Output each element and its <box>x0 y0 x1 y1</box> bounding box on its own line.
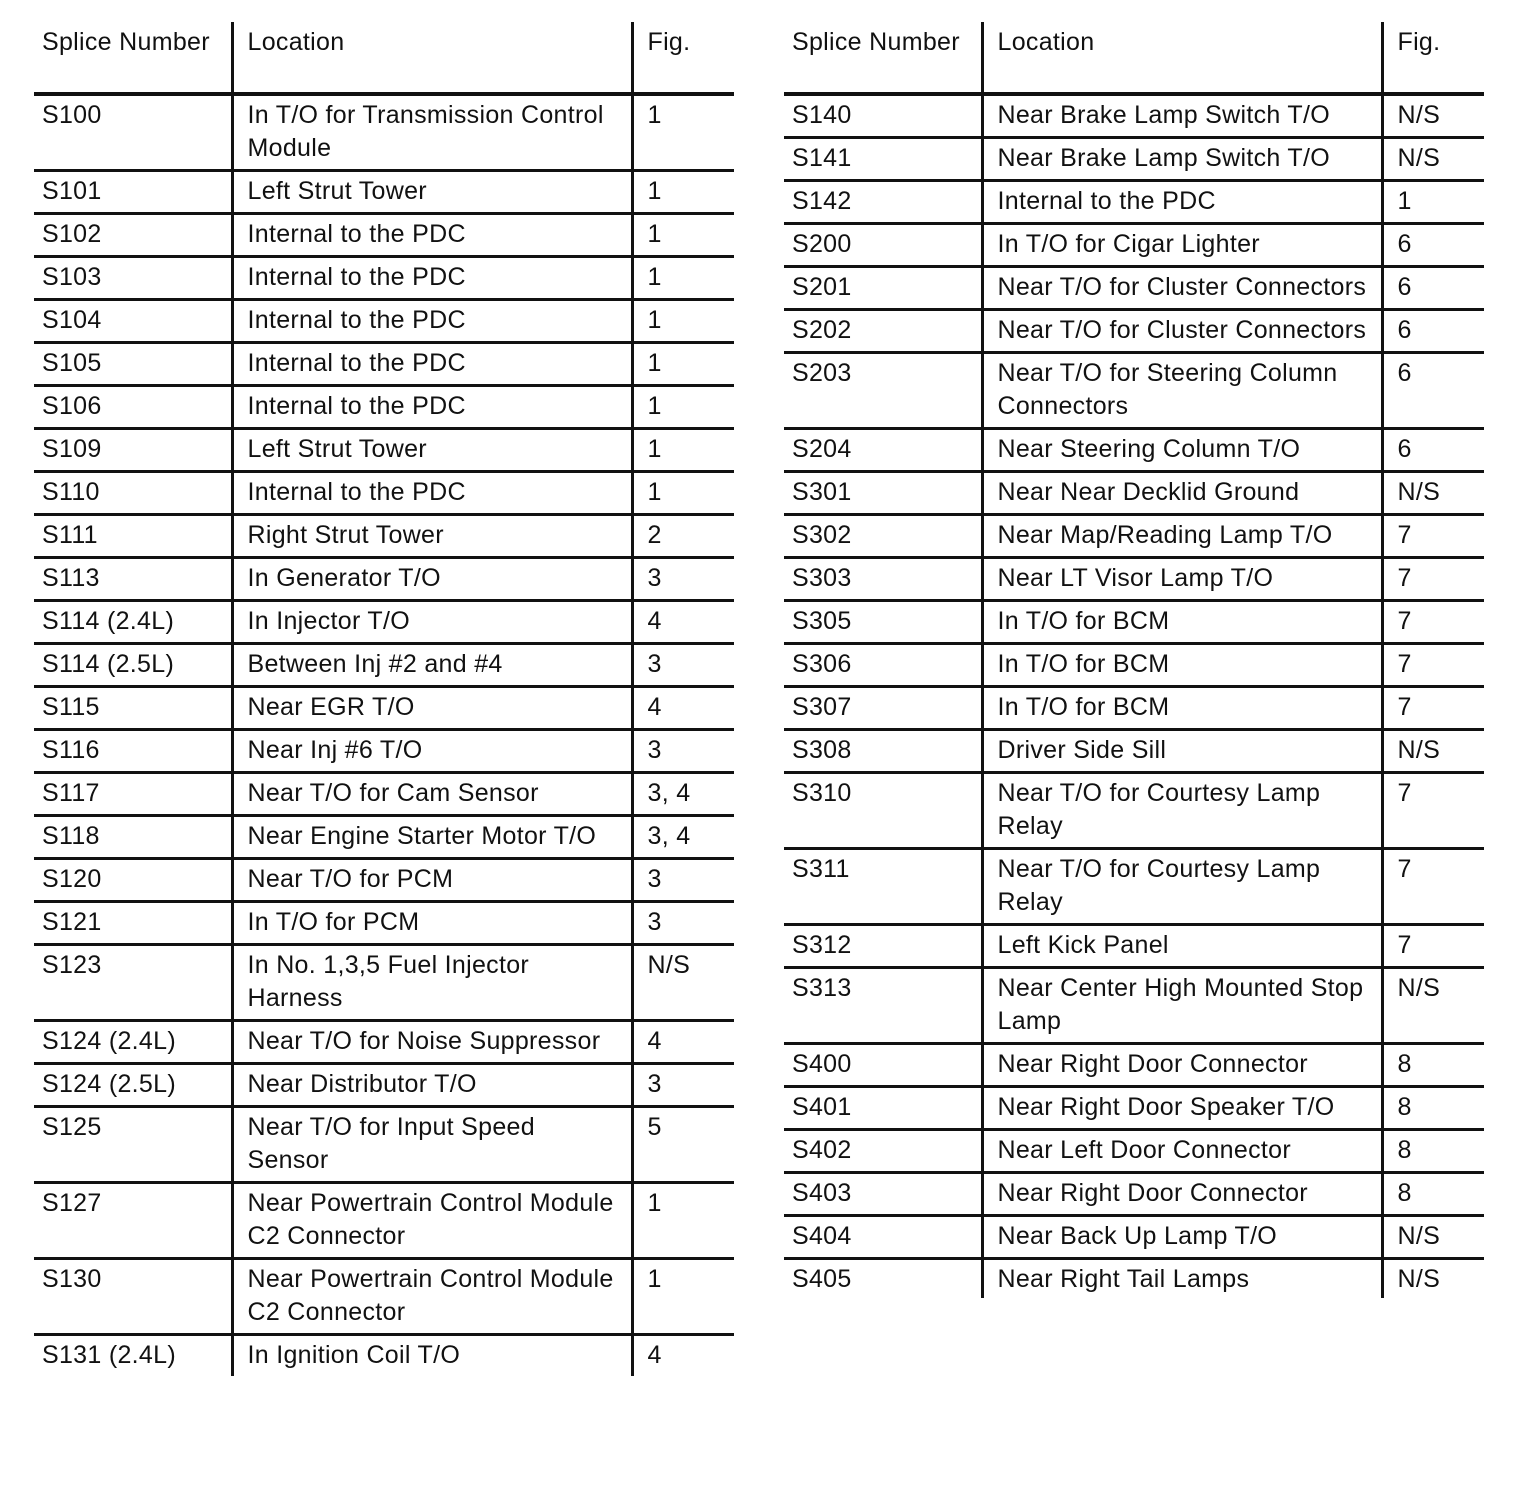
location-cell: Near LT Visor Lamp T/O <box>982 558 1382 601</box>
table-row <box>784 267 1484 310</box>
table-row <box>34 1021 734 1064</box>
fig-cell: 5 <box>632 1107 734 1183</box>
splice-number-cell: S303 <box>784 558 982 601</box>
location-cell: Near Map/Reading Lamp T/O <box>982 515 1382 558</box>
fig-cell: 7 <box>1382 687 1484 730</box>
fig-cell: 6 <box>1382 310 1484 353</box>
table-row <box>34 1064 734 1107</box>
table-row <box>784 1130 1484 1173</box>
location-cell: In T/O for BCM <box>982 687 1382 730</box>
fig-cell: 3 <box>632 1064 734 1107</box>
table-row <box>34 300 734 343</box>
fig-cell: 3, 4 <box>632 773 734 816</box>
location-cell: Near T/O for Cam Sensor <box>232 773 632 816</box>
table-row <box>784 224 1484 267</box>
fig-cell: 3 <box>632 730 734 773</box>
location-cell: Near Right Door Connector <box>982 1044 1382 1087</box>
splice-number-cell: S307 <box>784 687 982 730</box>
table-row <box>34 773 734 816</box>
table-row <box>784 1173 1484 1216</box>
table-row <box>784 472 1484 515</box>
location-cell: Driver Side Sill <box>982 730 1382 773</box>
fig-cell: N/S <box>1382 1216 1484 1259</box>
fig-cell: 6 <box>1382 224 1484 267</box>
fig-cell: 6 <box>1382 353 1484 429</box>
splice-number-cell: S311 <box>784 849 982 925</box>
location-cell: Internal to the PDC <box>232 386 632 429</box>
fig-cell: 6 <box>1382 267 1484 310</box>
table-row <box>34 1183 734 1259</box>
fig-cell: 1 <box>1382 181 1484 224</box>
table-row <box>784 310 1484 353</box>
location-cell: Near Center High Mounted Stop Lamp <box>982 968 1382 1044</box>
splice-number-cell: S310 <box>784 773 982 849</box>
location-cell: In No. 1,3,5 Fuel Injector Harness <box>232 945 632 1021</box>
fig-cell: N/S <box>1382 138 1484 181</box>
location-cell: Near T/O for PCM <box>232 859 632 902</box>
location-cell: In T/O for PCM <box>232 902 632 945</box>
splice-number-cell: S117 <box>34 773 232 816</box>
fig-cell: 3 <box>632 644 734 687</box>
splice-number-cell: S125 <box>34 1107 232 1183</box>
location-cell: In Injector T/O <box>232 601 632 644</box>
fig-cell: 8 <box>1382 1044 1484 1087</box>
location-cell: Near Near Decklid Ground <box>982 472 1382 515</box>
fig-cell: 1 <box>632 429 734 472</box>
location-cell: In T/O for Cigar Lighter <box>982 224 1382 267</box>
splice-number-cell: S204 <box>784 429 982 472</box>
table-row <box>784 644 1484 687</box>
location-cell: Internal to the PDC <box>232 472 632 515</box>
location-cell: Near Powertrain Control Module C2 Connector <box>232 1259 632 1335</box>
splice-number-cell: S404 <box>784 1216 982 1259</box>
splice-number-cell: S116 <box>34 730 232 773</box>
fig-cell: N/S <box>1382 730 1484 773</box>
location-cell: Right Strut Tower <box>232 515 632 558</box>
fig-cell: 6 <box>1382 429 1484 472</box>
table-row <box>34 1259 734 1335</box>
location-cell: Internal to the PDC <box>232 343 632 386</box>
location-cell: Near Inj #6 T/O <box>232 730 632 773</box>
splice-number-cell: S402 <box>784 1130 982 1173</box>
splice-table-left-body <box>34 94 734 1376</box>
location-cell: Left Strut Tower <box>232 171 632 214</box>
splice-number-cell: S130 <box>34 1259 232 1335</box>
fig-cell: 4 <box>632 1021 734 1064</box>
splice-number-cell: S403 <box>784 1173 982 1216</box>
splice-number-cell: S109 <box>34 429 232 472</box>
table-row <box>34 859 734 902</box>
splice-number-cell: S127 <box>34 1183 232 1259</box>
splice-number-cell: S131 (2.4L) <box>34 1335 232 1377</box>
fig-cell: 4 <box>632 687 734 730</box>
splice-number-cell: S202 <box>784 310 982 353</box>
location-cell: Near T/O for Noise Suppressor <box>232 1021 632 1064</box>
splice-number-cell: S102 <box>34 214 232 257</box>
table-row <box>784 687 1484 730</box>
fig-cell: 3 <box>632 902 734 945</box>
fig-cell: 1 <box>632 472 734 515</box>
fig-header: Fig. <box>1382 22 1484 94</box>
splice-number-cell: S306 <box>784 644 982 687</box>
table-row <box>34 94 734 171</box>
table-row <box>34 343 734 386</box>
table-row <box>784 1087 1484 1130</box>
splice-table-right <box>784 22 1484 1298</box>
splice-number-cell: S121 <box>34 902 232 945</box>
fig-cell: 8 <box>1382 1173 1484 1216</box>
location-cell: In T/O for BCM <box>982 601 1382 644</box>
table-row <box>34 214 734 257</box>
location-cell: Near T/O for Cluster Connectors <box>982 310 1382 353</box>
table-row <box>34 515 734 558</box>
fig-cell: N/S <box>632 945 734 1021</box>
fig-cell: 1 <box>632 171 734 214</box>
location-cell: In Generator T/O <box>232 558 632 601</box>
splice-number-cell: S405 <box>784 1259 982 1299</box>
table-row <box>784 138 1484 181</box>
splice-number-cell: S104 <box>34 300 232 343</box>
location-cell: Near Brake Lamp Switch T/O <box>982 94 1382 138</box>
table-row <box>34 902 734 945</box>
location-cell: Near T/O for Input Speed Sensor <box>232 1107 632 1183</box>
table-row <box>34 1335 734 1377</box>
table-row <box>34 945 734 1021</box>
splice-number-cell: S105 <box>34 343 232 386</box>
splice-number-cell: S312 <box>784 925 982 968</box>
fig-cell: 1 <box>632 257 734 300</box>
splice-number-cell: S114 (2.4L) <box>34 601 232 644</box>
fig-cell: 4 <box>647 1341 662 1369</box>
splice-table-right-body <box>784 94 1484 1298</box>
location-cell: Left Strut Tower <box>232 429 632 472</box>
location-cell: Near T/O for Courtesy Lamp Relay <box>982 849 1382 925</box>
splice-number-cell: S100 <box>34 94 232 171</box>
table-row <box>784 925 1484 968</box>
splice-number-cell: S141 <box>784 138 982 181</box>
location-cell: Near T/O for Courtesy Lamp Relay <box>982 773 1382 849</box>
fig-cell: 1 <box>632 94 734 171</box>
table-row <box>34 558 734 601</box>
fig-cell: 7 <box>1382 558 1484 601</box>
fig-cell: 8 <box>1382 1130 1484 1173</box>
location-cell: Internal to the PDC <box>982 181 1382 224</box>
splice-number-cell: S114 (2.5L) <box>34 644 232 687</box>
fig-cell: 7 <box>1382 773 1484 849</box>
splice-number-cell: S123 <box>34 945 232 1021</box>
location-cell: Near T/O for Cluster Connectors <box>982 267 1382 310</box>
splice-number-cell: S101 <box>34 171 232 214</box>
splice-number-cell: S118 <box>34 816 232 859</box>
table-row <box>34 601 734 644</box>
table-row <box>784 968 1484 1044</box>
fig-cell: 3 <box>632 859 734 902</box>
fig-cell: 2 <box>632 515 734 558</box>
table-row <box>784 1044 1484 1087</box>
location-cell: Internal to the PDC <box>232 214 632 257</box>
location-cell: Near Distributor T/O <box>232 1064 632 1107</box>
fig-cell: 3, 4 <box>632 816 734 859</box>
table-row <box>34 644 734 687</box>
fig-cell: 7 <box>1382 601 1484 644</box>
splice-number-cell: S106 <box>34 386 232 429</box>
location-cell: In T/O for BCM <box>982 644 1382 687</box>
splice-number-cell: S200 <box>784 224 982 267</box>
location-cell: Near Right Door Speaker T/O <box>982 1087 1382 1130</box>
table-row <box>34 687 734 730</box>
table-row <box>34 730 734 773</box>
location-cell: Near Brake Lamp Switch T/O <box>982 138 1382 181</box>
splice-table-left <box>34 22 734 1376</box>
fig-cell: 1 <box>632 214 734 257</box>
table-row <box>784 601 1484 644</box>
location-cell: Left Kick Panel <box>982 925 1382 968</box>
fig-cell: 1 <box>632 343 734 386</box>
location-cell: Near Powertrain Control Module C2 Connector <box>232 1183 632 1259</box>
fig-cell: N/S <box>1382 472 1484 515</box>
splice-number-cell: S201 <box>784 267 982 310</box>
fig-cell: N/S <box>1382 968 1484 1044</box>
table-row <box>784 181 1484 224</box>
splice-number-cell: S203 <box>784 353 982 429</box>
splice-number-cell: S120 <box>34 859 232 902</box>
fig-cell: 3 <box>632 558 734 601</box>
fig-cell: 7 <box>1382 515 1484 558</box>
splice-number-cell: S124 (2.4L) <box>34 1021 232 1064</box>
table-row <box>34 816 734 859</box>
splice-number-cell: S142 <box>784 181 982 224</box>
table-row <box>784 1216 1484 1259</box>
splice-number-cell: S308 <box>784 730 982 773</box>
location-cell: Near Steering Column T/O <box>982 429 1382 472</box>
location-cell: In Ignition Coil T/O <box>232 1335 632 1377</box>
fig-cell: 1 <box>632 386 734 429</box>
table-row <box>34 386 734 429</box>
location-cell: Near T/O for Steering Column Connectors <box>982 353 1382 429</box>
splice-number-cell: S140 <box>784 94 982 138</box>
table-row <box>784 353 1484 429</box>
location-cell: Internal to the PDC <box>232 257 632 300</box>
splice-number-cell: S115 <box>34 687 232 730</box>
table-row <box>34 171 734 214</box>
fig-cell: 1 <box>632 1259 734 1335</box>
location-cell: Between Inj #2 and #4 <box>232 644 632 687</box>
table-row <box>784 515 1484 558</box>
fig-cell: N/S <box>1397 1265 1441 1293</box>
table-header-row <box>784 22 1484 94</box>
location-header: Location <box>232 22 632 94</box>
table-row <box>784 94 1484 138</box>
splice-number-cell: S111 <box>34 515 232 558</box>
table-row <box>784 730 1484 773</box>
fig-cell: 8 <box>1382 1087 1484 1130</box>
table-row <box>34 472 734 515</box>
splice-number-cell: S124 (2.5L) <box>34 1064 232 1107</box>
splice-number-cell: S400 <box>784 1044 982 1087</box>
table-row <box>784 429 1484 472</box>
location-header: Location <box>982 22 1382 94</box>
splice-number-cell: S113 <box>34 558 232 601</box>
splice-number-cell: S110 <box>34 472 232 515</box>
table-row <box>34 429 734 472</box>
location-cell: Internal to the PDC <box>232 300 632 343</box>
splice-number-cell: S313 <box>784 968 982 1044</box>
fig-cell: 1 <box>632 1183 734 1259</box>
table-row <box>784 1259 1484 1299</box>
table-row <box>34 1107 734 1183</box>
splice-number-cell: S301 <box>784 472 982 515</box>
splice-number-header: Splice Number <box>34 22 232 94</box>
location-cell: Near Engine Starter Motor T/O <box>232 816 632 859</box>
table-row <box>784 558 1484 601</box>
table-row <box>784 849 1484 925</box>
splice-number-header: Splice Number <box>784 22 982 94</box>
splice-number-cell: S302 <box>784 515 982 558</box>
location-cell: In T/O for Transmission Control Module <box>232 94 632 171</box>
fig-cell: 7 <box>1382 925 1484 968</box>
splice-number-cell: S305 <box>784 601 982 644</box>
fig-header: Fig. <box>632 22 734 94</box>
location-cell: Near EGR T/O <box>232 687 632 730</box>
location-cell: Near Back Up Lamp T/O <box>982 1216 1382 1259</box>
splice-number-cell: S103 <box>34 257 232 300</box>
fig-cell: 7 <box>1382 644 1484 687</box>
splice-number-cell: S401 <box>784 1087 982 1130</box>
location-cell: Near Left Door Connector <box>982 1130 1382 1173</box>
table-row <box>784 773 1484 849</box>
table-header-row <box>34 22 734 94</box>
table-row <box>34 257 734 300</box>
fig-cell: N/S <box>1382 94 1484 138</box>
location-cell: Near Right Tail Lamps <box>982 1259 1382 1299</box>
fig-cell: 1 <box>632 300 734 343</box>
fig-cell: 7 <box>1382 849 1484 925</box>
location-cell: Near Right Door Connector <box>982 1173 1382 1216</box>
fig-cell: 4 <box>632 601 734 644</box>
